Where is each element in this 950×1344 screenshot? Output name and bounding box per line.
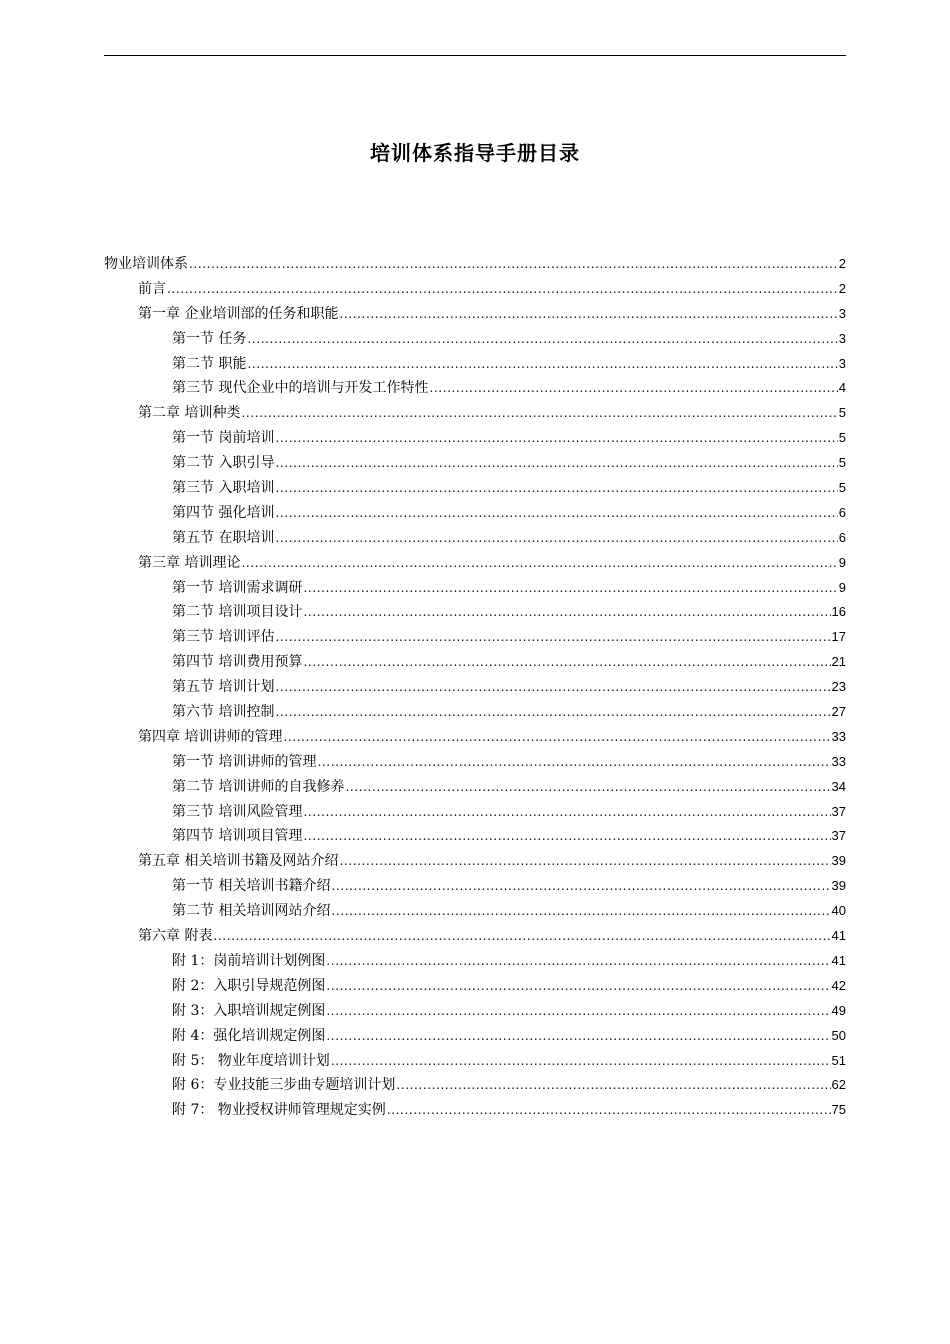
toc-entry-label: 第三节 培训评估 (172, 629, 275, 646)
toc-page-number: 49 (831, 1002, 846, 1018)
toc-page-number: 75 (831, 1102, 846, 1118)
toc-page-number: 39 (831, 878, 846, 894)
toc-entry[interactable] (104, 302, 846, 327)
toc-entry-label: 第四节 强化培训 (172, 504, 275, 521)
toc-page-number: 27 (831, 704, 846, 720)
toc-page-number: 5 (838, 480, 846, 496)
toc-entry[interactable] (104, 576, 846, 601)
toc-entry-label: 附 2：入职引导规范例图 (172, 977, 326, 994)
toc-entry[interactable] (104, 800, 846, 825)
toc-dot-leader (326, 1024, 830, 1049)
toc-entry-label: 物业培训体系 (104, 256, 188, 272)
toc-page-number: 42 (831, 977, 846, 993)
toc-dot-leader (275, 526, 837, 551)
toc-entry-label: 第一节 培训讲师的管理 (172, 753, 317, 770)
page-title: 培训体系指导手册目录 (370, 141, 580, 165)
toc-entry-label: 附 3：入职培训规定例图 (172, 1002, 326, 1019)
toc-entry-label: 第一节 培训需求调研 (172, 579, 303, 596)
toc-page-number: 3 (838, 330, 846, 346)
toc-dot-leader (247, 327, 837, 352)
toc-entry[interactable] (104, 352, 846, 377)
toc-page-number: 21 (831, 654, 846, 670)
toc-entry-label: 第四节 培训项目管理 (172, 828, 303, 845)
toc-entry[interactable] (104, 401, 846, 426)
toc-entry[interactable] (104, 675, 846, 700)
toc-dot-leader (247, 352, 837, 377)
toc-dot-leader (303, 824, 830, 849)
toc-dot-leader (275, 426, 837, 451)
toc-entry[interactable] (104, 700, 846, 725)
toc-entry[interactable] (104, 252, 846, 277)
toc-page-number: 9 (838, 554, 846, 570)
toc-dot-leader (331, 1049, 831, 1074)
toc-entry-label: 附 6：专业技能三步曲专题培训计划 (172, 1077, 396, 1094)
toc-entry[interactable] (104, 600, 846, 625)
toc-entry-label: 第二节 职能 (172, 355, 247, 372)
toc-entry[interactable] (104, 551, 846, 576)
toc-dot-leader (331, 874, 830, 899)
toc-page-number: 50 (831, 1027, 846, 1043)
toc-entry[interactable] (104, 277, 846, 302)
toc-entry-label: 第一节 岗前培训 (172, 430, 275, 447)
toc-dot-leader (345, 775, 830, 800)
toc-entry-label: 第三节 入职培训 (172, 480, 275, 497)
toc-entry-label: 第二章 培训种类 (138, 405, 241, 422)
toc-entry[interactable] (104, 526, 846, 551)
toc-entry[interactable] (104, 949, 846, 974)
header-rule (104, 55, 846, 56)
toc-page-number: 37 (831, 803, 846, 819)
toc-dot-leader (283, 725, 830, 750)
toc-dot-leader (275, 476, 837, 501)
toc-dot-leader (303, 800, 830, 825)
toc-page-number: 4 (838, 380, 846, 396)
toc-entry-label: 第六章 附表 (138, 928, 213, 945)
toc-page-number: 2 (838, 256, 846, 271)
toc-page-number: 62 (831, 1077, 846, 1093)
toc-dot-leader (167, 277, 838, 302)
toc-entry[interactable] (104, 924, 846, 949)
toc-dot-leader (303, 600, 830, 625)
toc-page-number: 51 (831, 1052, 846, 1068)
toc-entry[interactable] (104, 824, 846, 849)
toc-entry[interactable] (104, 849, 846, 874)
toc-entry-label: 附 4：强化培训规定例图 (172, 1027, 326, 1044)
toc-entry[interactable] (104, 451, 846, 476)
toc-entry[interactable] (104, 1098, 846, 1123)
toc-entry[interactable] (104, 775, 846, 800)
toc-page-number: 39 (831, 853, 846, 869)
toc-entry-label: 第一章 企业培训部的任务和职能 (138, 305, 339, 322)
toc-dot-leader (387, 1098, 831, 1123)
toc-entry[interactable] (104, 899, 846, 924)
toc-entry[interactable] (104, 874, 846, 899)
toc-entry[interactable] (104, 327, 846, 352)
toc-dot-leader (189, 252, 838, 277)
toc-page-number: 6 (838, 529, 846, 545)
toc-dot-leader (303, 576, 837, 601)
toc-page-number: 16 (831, 604, 846, 620)
toc-entry-label: 第三节 现代企业中的培训与开发工作特性 (172, 380, 429, 397)
toc-dot-leader (326, 999, 830, 1024)
toc-entry[interactable] (104, 1049, 846, 1074)
toc-entry-label: 第二节 培训讲师的自我修养 (172, 778, 345, 795)
toc-entry-label: 第一节 任务 (172, 330, 247, 347)
toc-page-number: 3 (838, 305, 846, 321)
table-of-contents (104, 252, 846, 1123)
toc-entry-label: 第二节 入职引导 (172, 455, 275, 472)
toc-page-number: 41 (831, 928, 846, 944)
toc-entry[interactable] (104, 501, 846, 526)
toc-entry-label: 第二节 培训项目设计 (172, 604, 303, 621)
toc-entry-label: 第五章 相关培训书籍及网站介绍 (138, 853, 339, 870)
toc-page-number: 41 (831, 952, 846, 968)
toc-dot-leader (339, 849, 830, 874)
toc-page-number: 34 (831, 778, 846, 794)
toc-entry[interactable] (104, 426, 846, 451)
toc-entry-label: 第五节 培训计划 (172, 679, 275, 696)
toc-dot-leader (326, 949, 830, 974)
toc-page-number: 3 (838, 355, 846, 371)
toc-entry-label: 第二节 相关培训网站介绍 (172, 903, 331, 920)
toc-entry[interactable] (104, 650, 846, 675)
toc-page-number: 33 (831, 728, 846, 744)
toc-dot-leader (331, 899, 830, 924)
toc-page-number: 33 (831, 753, 846, 769)
toc-entry-label: 第三节 培训风险管理 (172, 803, 303, 820)
toc-entry-label: 第一节 相关培训书籍介绍 (172, 878, 331, 895)
toc-page-number: 37 (831, 828, 846, 844)
toc-entry-label: 前言 (138, 280, 166, 297)
toc-dot-leader (213, 924, 830, 949)
toc-entry-label: 第五节 在职培训 (172, 529, 275, 546)
toc-page-number: 40 (831, 903, 846, 919)
toc-dot-leader (339, 302, 837, 327)
toc-dot-leader (275, 700, 830, 725)
toc-dot-leader (241, 551, 837, 576)
toc-entry[interactable] (104, 625, 846, 650)
toc-page-number: 23 (831, 679, 846, 695)
toc-page-number: 5 (838, 430, 846, 446)
toc-entry-label: 第六节 培训控制 (172, 704, 275, 721)
toc-entry[interactable] (104, 376, 846, 401)
toc-entry[interactable] (104, 1073, 846, 1098)
toc-dot-leader (429, 376, 837, 401)
toc-dot-leader (241, 401, 837, 426)
toc-dot-leader (303, 650, 830, 675)
toc-page-number: 2 (838, 280, 846, 296)
toc-dot-leader (326, 974, 830, 999)
toc-dot-leader (317, 750, 830, 775)
toc-dot-leader (275, 625, 830, 650)
toc-page-number: 6 (838, 504, 846, 520)
toc-dot-leader (275, 451, 837, 476)
toc-page-number: 5 (838, 405, 846, 421)
toc-page-number: 9 (838, 579, 846, 595)
toc-entry[interactable] (104, 750, 846, 775)
toc-dot-leader (275, 675, 830, 700)
toc-entry[interactable] (104, 999, 846, 1024)
toc-entry[interactable] (104, 974, 846, 999)
toc-entry-label: 附 7： 物业授权讲师管理规定实例 (172, 1102, 386, 1119)
toc-dot-leader (275, 501, 837, 526)
toc-entry-label: 附 1：岗前培训计划例图 (172, 952, 326, 969)
toc-entry[interactable] (104, 1024, 846, 1049)
toc-entry-label: 第四节 培训费用预算 (172, 654, 303, 671)
toc-page-number: 17 (831, 629, 846, 645)
toc-entry[interactable] (104, 476, 846, 501)
toc-entry-label: 第四章 培训讲师的管理 (138, 728, 283, 745)
toc-entry-label: 第三章 培训理论 (138, 554, 241, 571)
toc-page-number: 5 (838, 455, 846, 471)
toc-dot-leader (396, 1073, 830, 1098)
toc-entry[interactable] (104, 725, 846, 750)
toc-entry-label: 附 5： 物业年度培训计划 (172, 1052, 330, 1069)
